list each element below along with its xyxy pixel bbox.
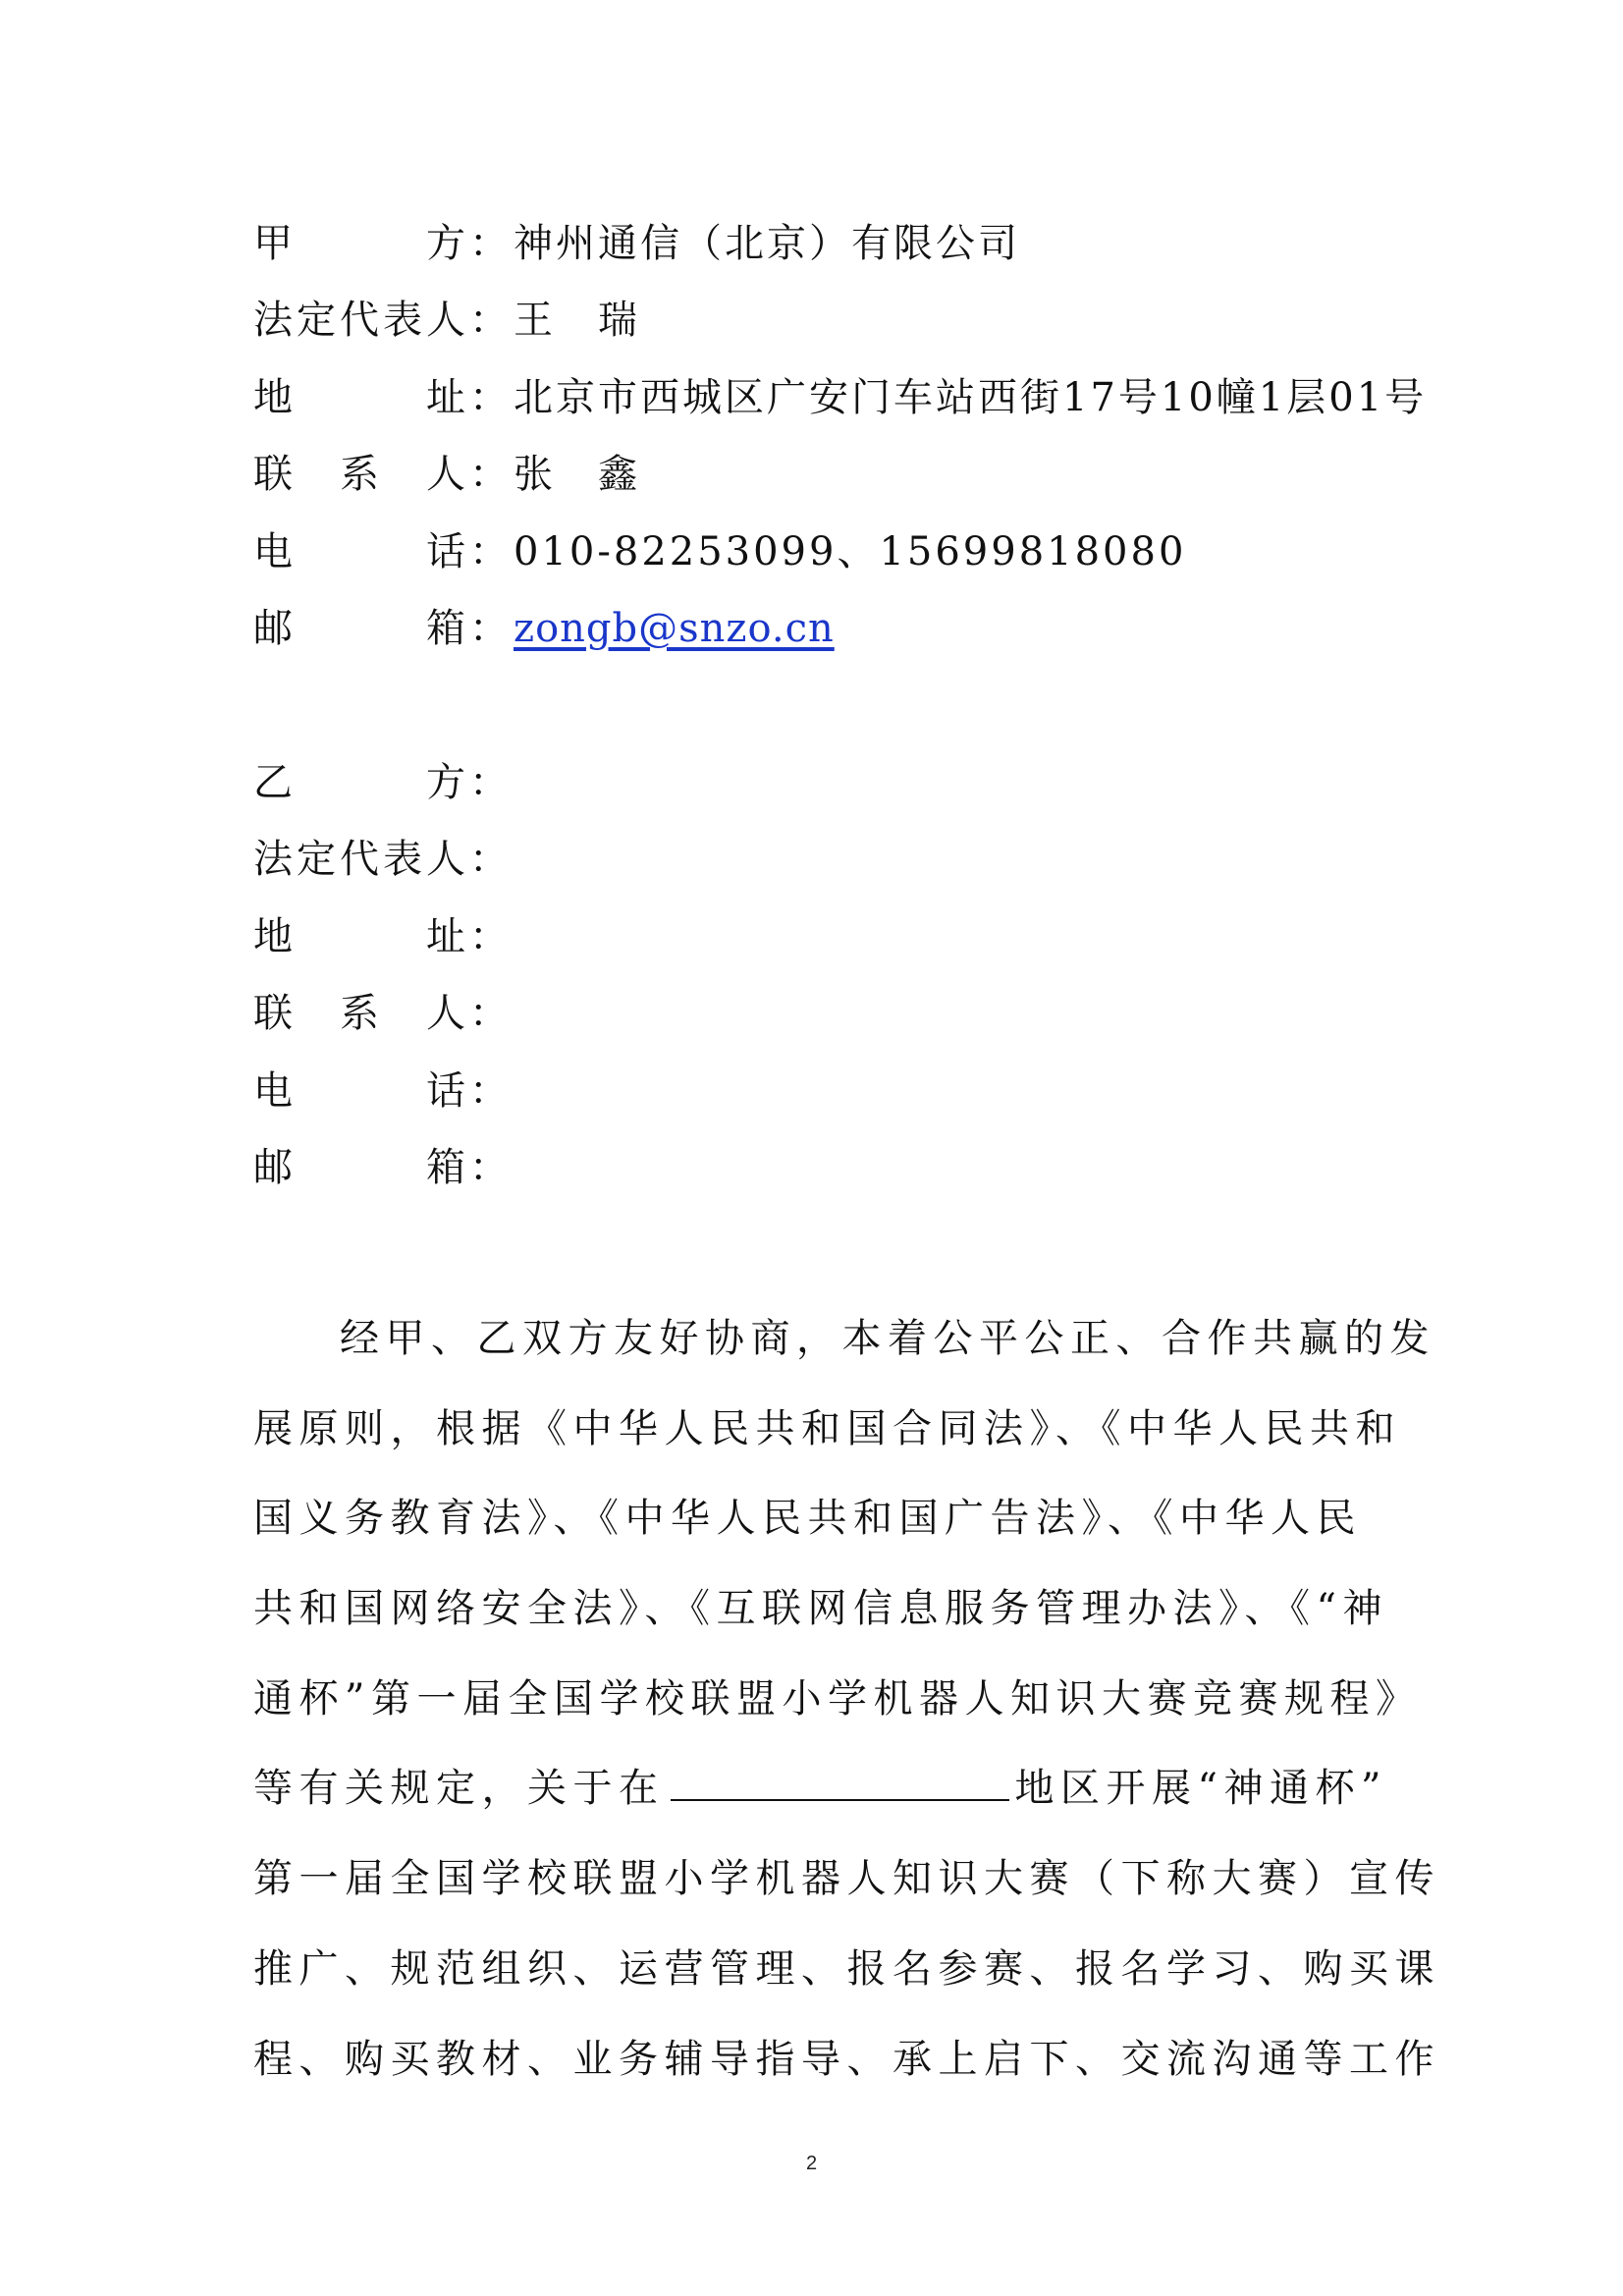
region-fill-blank: [671, 1760, 1009, 1801]
party-a-phone-row: [253, 519, 1382, 596]
party-b-name-label: 乙 方：: [253, 760, 513, 805]
party-b-name-row: [253, 750, 1382, 827]
party-b-contact-row: [253, 981, 1382, 1058]
party-a-email-label: 邮 箱：: [253, 605, 513, 651]
body-line: 经甲、乙双方友好协商，本着公平公正、合作共赢的发: [340, 1316, 1435, 1361]
party-a-phone-label: 电 话：: [253, 528, 513, 574]
body-line-with-region-blank: [253, 1749, 1387, 1839]
body-line: 第一届全国学校联盟小学机器人知识大赛（下称大赛）宣传: [253, 1856, 1440, 1902]
body-line: 展原则，根据《中华人民共和国合同法》、《中华人民共和: [253, 1405, 1401, 1451]
party-a-name-row: [253, 211, 1382, 288]
page-number: 2: [805, 2153, 818, 2174]
party-b-address-row: [253, 904, 1382, 981]
party-a-address-value: 北京市西城区广安门车站西街17号10幢1层01号: [514, 374, 1428, 420]
body-line: 共和国网络安全法》、《互联网信息服务管理办法》、《“神: [253, 1586, 1388, 1632]
body-text-after-blank: 地区开展“神通杯”: [1014, 1766, 1387, 1812]
party-b-phone-label: 电 话：: [253, 1067, 513, 1114]
body-line: 程、购买教材、业务辅导指导、承上启下、交流沟通等工作: [253, 2036, 1440, 2082]
party-a-name-label: 甲 方：: [253, 221, 513, 266]
party-a-representative-row: [253, 288, 1382, 364]
party-a-contact-value: 张 鑫: [514, 452, 640, 498]
party-a-contact-label: 联 系 人：: [253, 452, 513, 498]
party-b-contact-label: 联 系 人：: [253, 991, 513, 1037]
body-text-before-blank: 等有关规定，关于在: [253, 1766, 665, 1812]
party-b-address-label: 地 址：: [253, 913, 513, 959]
party-a-contact-row: [253, 442, 1382, 519]
body-line: 通杯”第一届全国学校联盟小学机器人知识大赛竞赛规程》: [253, 1675, 1422, 1722]
party-b-email-label: 邮 箱：: [253, 1144, 513, 1190]
party-a-name-value: 神州通信（北京）有限公司: [514, 221, 1020, 266]
party-a-representative-value: 王 瑞: [514, 298, 640, 344]
party-a-phone-value: 010-82253099、15699818080: [514, 528, 1187, 574]
party-a-representative-label: 法定代表人：: [253, 298, 513, 344]
party-a-address-row: [253, 365, 1428, 442]
body-line: 推广、规范组织、运营管理、报名参赛、报名学习、购买课: [253, 1945, 1440, 1992]
party-b-representative-label: 法定代表人：: [253, 837, 513, 883]
party-a-info: [253, 211, 1428, 673]
body-line: 国义务教育法》、《中华人民共和国广告法》、《中华人民: [253, 1496, 1362, 1542]
party-a-email-link[interactable]: zongb@snzo.cn: [514, 605, 835, 651]
party-b-phone-row: [253, 1059, 1382, 1135]
party-b-email-row: [253, 1135, 1382, 1212]
agreement-body-paragraph: [253, 1299, 1440, 2109]
party-a-address-label: 地 址：: [253, 374, 513, 420]
party-b-info: [253, 750, 1382, 1212]
party-a-email-row: [253, 596, 1382, 673]
party-b-representative-row: [253, 827, 1382, 903]
